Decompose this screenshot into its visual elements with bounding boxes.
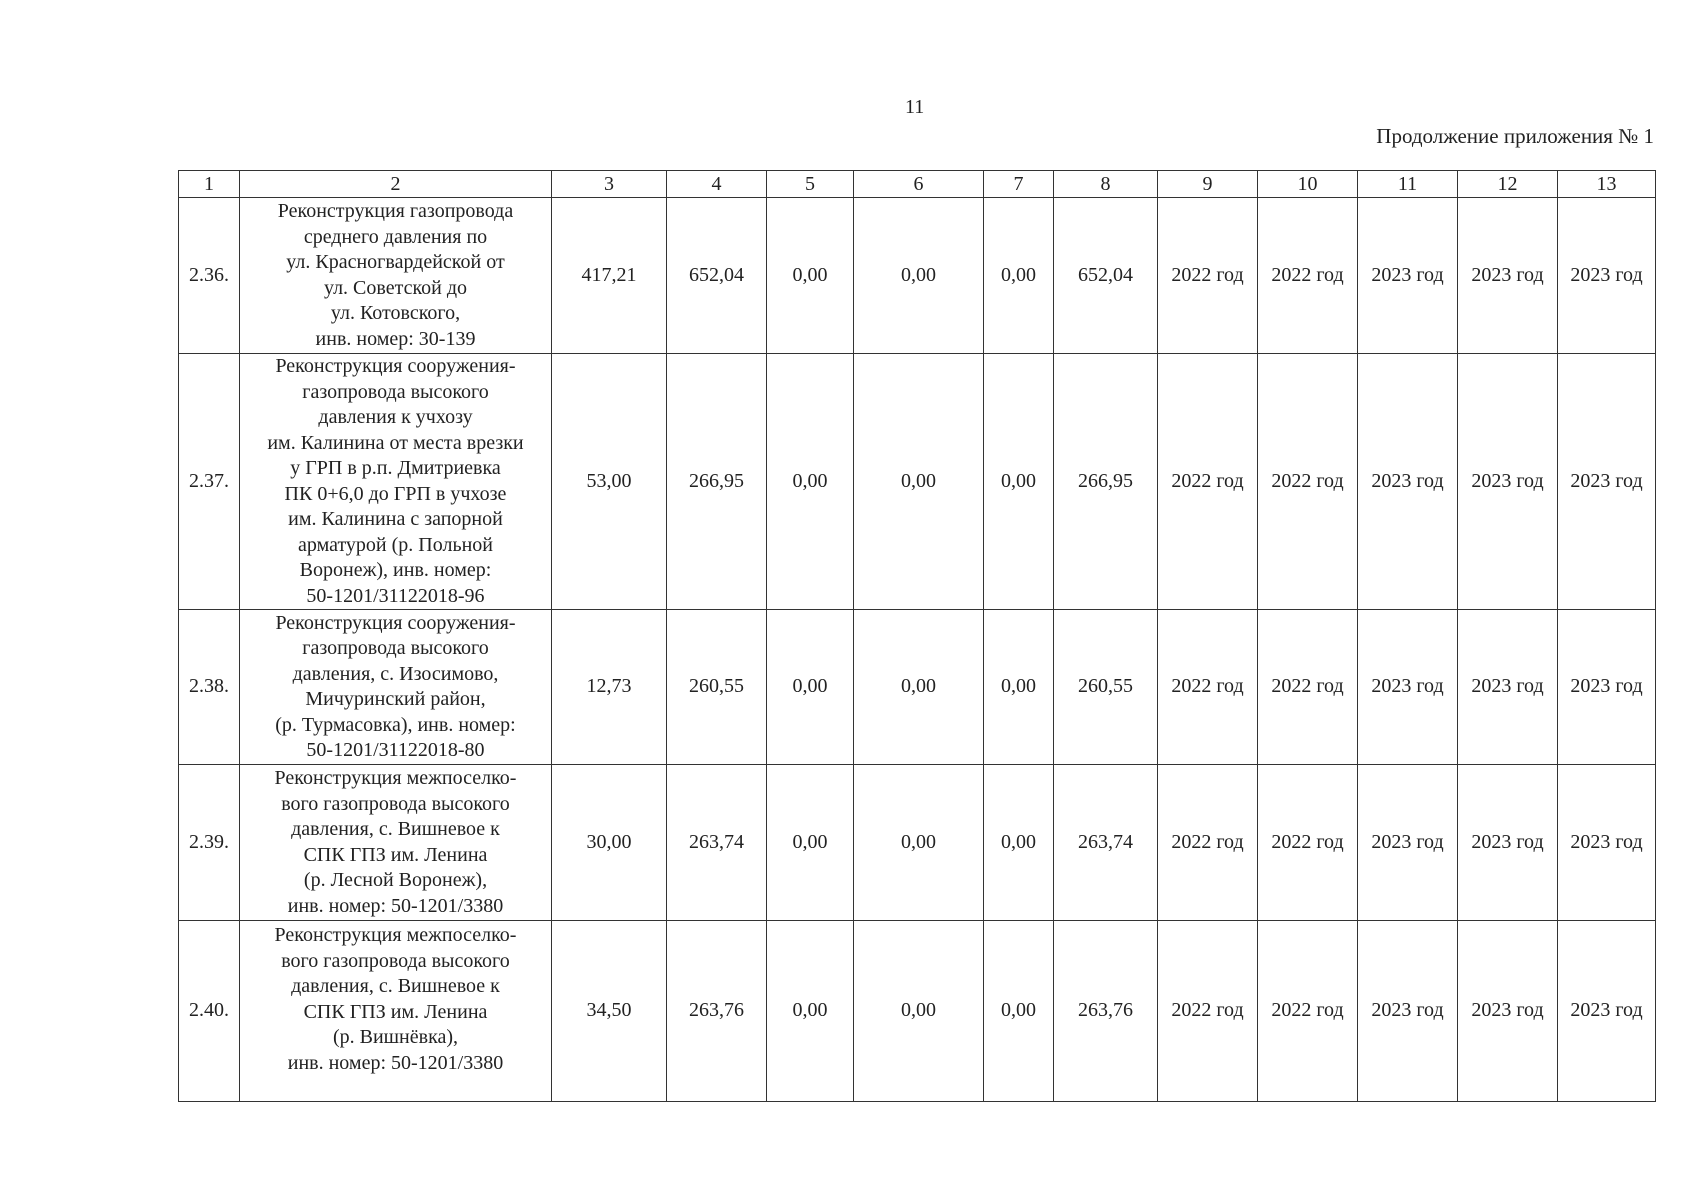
- page-number: 11: [905, 96, 925, 118]
- table-row: [179, 921, 1656, 1102]
- cell-col6: 0,00: [854, 610, 984, 765]
- cell-col4: 260,55: [667, 610, 767, 765]
- cell-col5: 0,00: [767, 765, 854, 921]
- cell-col4: 263,76: [667, 921, 767, 1102]
- cell-col12: 2023 год: [1458, 921, 1558, 1102]
- object-description: Реконструкция межпоселко- вого газопровода высокого давления, с. Вишневое к СПК ГПЗ им. Ленина (р. Лесной Воронеж), инв. номер: 50-1201/3380: [240, 765, 552, 921]
- cell-col8: 260,55: [1054, 610, 1158, 765]
- cell-col3: 417,21: [552, 198, 667, 354]
- cell-col6: 0,00: [854, 921, 984, 1102]
- cell-col4: 652,04: [667, 198, 767, 354]
- column-header: 12: [1458, 171, 1558, 198]
- cell-col10: 2022 год: [1258, 610, 1358, 765]
- cell-col6: 0,00: [854, 765, 984, 921]
- cell-col13: 2023 год: [1558, 198, 1656, 354]
- table-row: [179, 198, 1656, 354]
- cell-col5: 0,00: [767, 921, 854, 1102]
- cell-col9: 2022 год: [1158, 198, 1258, 354]
- row-number: 2.40.: [179, 921, 240, 1102]
- cell-col12: 2023 год: [1458, 354, 1558, 610]
- cell-col11: 2023 год: [1358, 354, 1458, 610]
- cell-col11: 2023 год: [1358, 765, 1458, 921]
- cell-col4: 263,74: [667, 765, 767, 921]
- cell-col4: 266,95: [667, 354, 767, 610]
- column-header: 9: [1158, 171, 1258, 198]
- cell-col7: 0,00: [984, 610, 1054, 765]
- cell-col7: 0,00: [984, 921, 1054, 1102]
- cell-col7: 0,00: [984, 198, 1054, 354]
- cell-col5: 0,00: [767, 354, 854, 610]
- cell-col3: 30,00: [552, 765, 667, 921]
- appendix-continuation-label: Продолжение приложения № 1: [1376, 124, 1654, 148]
- column-header: 1: [179, 171, 240, 198]
- object-description: Реконструкция газопровода среднего давления по ул. Красногвардейской от ул. Советской до ул. Котовского, инв. номер: 30-139: [240, 198, 552, 354]
- cell-col3: 34,50: [552, 921, 667, 1102]
- cell-col7: 0,00: [984, 765, 1054, 921]
- cell-col12: 2023 год: [1458, 610, 1558, 765]
- cell-col8: 263,76: [1054, 921, 1158, 1102]
- cell-col11: 2023 год: [1358, 921, 1458, 1102]
- column-header: 8: [1054, 171, 1158, 198]
- column-header: 13: [1558, 171, 1656, 198]
- cell-col3: 53,00: [552, 354, 667, 610]
- cell-col13: 2023 год: [1558, 354, 1656, 610]
- row-number: 2.37.: [179, 354, 240, 610]
- cell-col13: 2023 год: [1558, 765, 1656, 921]
- cell-col10: 2022 год: [1258, 354, 1358, 610]
- cell-col10: 2022 год: [1258, 921, 1358, 1102]
- cell-col11: 2023 год: [1358, 610, 1458, 765]
- cell-col11: 2023 год: [1358, 198, 1458, 354]
- header-row: [179, 171, 1656, 198]
- row-number: 2.38.: [179, 610, 240, 765]
- appendix-table: [178, 170, 1656, 1102]
- table-row: [179, 610, 1656, 765]
- cell-col9: 2022 год: [1158, 765, 1258, 921]
- cell-col12: 2023 год: [1458, 765, 1558, 921]
- cell-col8: 266,95: [1054, 354, 1158, 610]
- column-header: 3: [552, 171, 667, 198]
- table-row: [179, 765, 1656, 921]
- cell-col5: 0,00: [767, 610, 854, 765]
- cell-col13: 2023 год: [1558, 921, 1656, 1102]
- cell-col5: 0,00: [767, 198, 854, 354]
- column-header: 5: [767, 171, 854, 198]
- column-header: 7: [984, 171, 1054, 198]
- row-number: 2.36.: [179, 198, 240, 354]
- table-row: [179, 354, 1656, 610]
- cell-col8: 652,04: [1054, 198, 1158, 354]
- column-header: 2: [240, 171, 552, 198]
- cell-col13: 2023 год: [1558, 610, 1656, 765]
- object-description: Реконструкция сооружения- газопровода высокого давления, с. Изосимово, Мичуринский район, (р. Турмасовка), инв. номер: 50-1201/31122018-80: [240, 610, 552, 765]
- cell-col12: 2023 год: [1458, 198, 1558, 354]
- cell-col7: 0,00: [984, 354, 1054, 610]
- cell-col8: 263,74: [1054, 765, 1158, 921]
- cell-col9: 2022 год: [1158, 921, 1258, 1102]
- cell-col6: 0,00: [854, 354, 984, 610]
- cell-col10: 2022 год: [1258, 198, 1358, 354]
- cell-col6: 0,00: [854, 198, 984, 354]
- column-header: 10: [1258, 171, 1358, 198]
- row-number: 2.39.: [179, 765, 240, 921]
- cell-col9: 2022 год: [1158, 610, 1258, 765]
- cell-col3: 12,73: [552, 610, 667, 765]
- cell-col10: 2022 год: [1258, 765, 1358, 921]
- column-header: 11: [1358, 171, 1458, 198]
- object-description: Реконструкция сооружения- газопровода высокого давления к учхозу им. Калинина от места врезки у ГРП в р.п. Дмитриевка ПК 0+6,0 до ГРП в учхозе им. Калинина с запорной арматурой (р. Польной Воронеж), инв. номер: 50-1201/31122018-96: [240, 354, 552, 610]
- column-header: 4: [667, 171, 767, 198]
- cell-col9: 2022 год: [1158, 354, 1258, 610]
- object-description: Реконструкция межпоселко- вого газопровода высокого давления, с. Вишневое к СПК ГПЗ им. Ленина (р. Вишнёвка), инв. номер: 50-1201/3380: [240, 921, 552, 1102]
- column-header: 6: [854, 171, 984, 198]
